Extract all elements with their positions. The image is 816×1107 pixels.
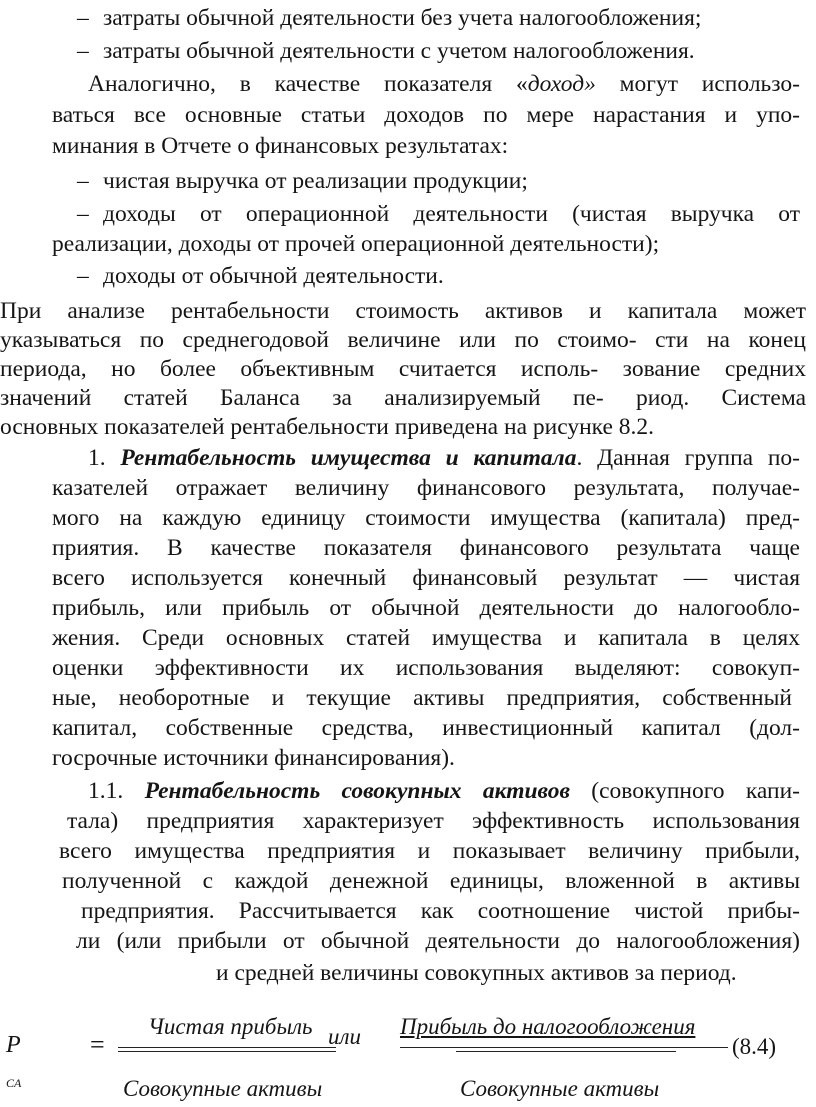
- fraction-line: [400, 1047, 728, 1048]
- list-item-text: затраты обычной деятельности с учетом налогообложения.: [103, 38, 695, 64]
- paragraph-line: прибыль, или прибыль от обычной деятельности до налогообло-: [52, 595, 800, 621]
- paragraph-line: ваться все основные статьи доходов по мере нарастания и упо-: [52, 102, 800, 128]
- dash-marker: –: [77, 201, 89, 227]
- paragraph-line: значений статей Баланса за анализируемый пе- риод. Система: [0, 385, 806, 411]
- paragraph-line: всего имущества предприятия и показывает величину прибыли,: [59, 838, 800, 864]
- list-item-continuation: реализации, доходы от прочей операционной деятельности);: [52, 231, 660, 257]
- paragraph-line: предприятия. Рассчитывается как соотношение чистой прибы-: [81, 898, 800, 924]
- list-item: [77, 4, 701, 32]
- section-title: Рентабельность совокупных активов: [144, 778, 570, 804]
- text-span: (совокупного капи-: [570, 778, 800, 804]
- paragraph-line: тала) предприятия характеризует эффективность использования: [67, 808, 800, 834]
- paragraph-line: При анализе рентабельности стоимость активов и капитала может: [0, 298, 806, 324]
- paragraph-line: капитал, собственные средства, инвестиционный капитал (дол-: [52, 715, 800, 741]
- list-item-text: доходы от обычной деятельности.: [103, 263, 444, 289]
- paragraph-line: всего используется конечный финансовый результат — чистая: [52, 565, 800, 591]
- paragraph-line: приятия. В качестве показателя финансового результата чаще: [52, 535, 800, 561]
- paragraph-line: оценки эффективности их использования выделяют: совокуп-: [52, 655, 800, 681]
- emphasis-text: доход»: [527, 71, 596, 97]
- list-item: [77, 200, 800, 228]
- paragraph-line: и средней величины совокупных активов за период.: [216, 960, 737, 986]
- paragraph-line: мого на каждую единицу стоимости имущества (капитала) пред-: [52, 505, 800, 531]
- dash-marker: –: [77, 38, 89, 64]
- list-item: [77, 37, 695, 65]
- section-heading-line: [88, 444, 800, 472]
- paragraph-line: казателей отражает величину финансового результата, получае-: [52, 475, 800, 501]
- section-number: 1.: [88, 445, 106, 471]
- equals-sign: =: [90, 1030, 105, 1059]
- equation-number: (8.4): [732, 1034, 777, 1059]
- dash-marker: –: [77, 168, 89, 194]
- paragraph-line: основных показателей рентабельности приведена на рисунке 8.2.: [0, 414, 655, 440]
- text-span: . Данная группа по-: [576, 445, 800, 471]
- section-title: Рентабельность имущества и капитала: [120, 445, 577, 471]
- paragraph-line: минания в Отчете о финансовых результатах:: [52, 133, 509, 159]
- paragraph-line: госрочные источники финансирования).: [52, 745, 455, 771]
- dash-marker: –: [77, 263, 89, 289]
- formula-symbol: P: [6, 1032, 21, 1058]
- paragraph-line: указываться по среднегодовой величине или по стоимо- сти на конец: [0, 327, 806, 353]
- formula: [0, 1010, 816, 1107]
- section-heading-line: [88, 777, 800, 805]
- paragraph-line: жения. Среди основных статей имущества и капитала в целях: [52, 625, 800, 651]
- denominator-total-assets: Совокупные активы: [460, 1076, 660, 1101]
- list-item: [77, 167, 528, 195]
- fraction-line: [118, 1047, 336, 1048]
- list-item-text: чистая выручка от реализации продукции;: [103, 168, 528, 194]
- fraction-line-double: [456, 1051, 676, 1052]
- list-item-text: затраты обычной деятельности без учета налогообложения;: [103, 5, 702, 31]
- formula-subscript: CA: [6, 1076, 22, 1090]
- denominator-total-assets: Совокупные активы: [123, 1076, 323, 1101]
- text-span: Аналогично, в качестве показателя «: [88, 71, 528, 97]
- section-number: 1.1.: [88, 778, 124, 804]
- numerator-net-profit: Чистая прибыль: [148, 1014, 313, 1039]
- dash-marker: –: [77, 5, 89, 31]
- paragraph-line: периода, но более объективным считается исполь- зование средних: [0, 356, 806, 382]
- paragraph-line: [88, 70, 800, 98]
- paragraph-line: ли (или прибыли от обычной деятельности до налогообложения): [76, 928, 800, 954]
- or-word: или: [328, 1024, 362, 1049]
- fraction-line-double: [118, 1051, 336, 1052]
- numerator-pretax-profit: Прибыль до налогообложения: [400, 1014, 696, 1039]
- list-item: [77, 262, 444, 290]
- text-span: могут использо-: [595, 71, 800, 97]
- paragraph-line: ные, необоротные и текущие активы предприятия, собственный: [52, 685, 792, 711]
- list-item-text: доходы от операционной деятельности (чистая выручка от: [103, 201, 800, 227]
- paragraph-line: полученной с каждой денежной единицы, вложенной в активы: [62, 868, 800, 894]
